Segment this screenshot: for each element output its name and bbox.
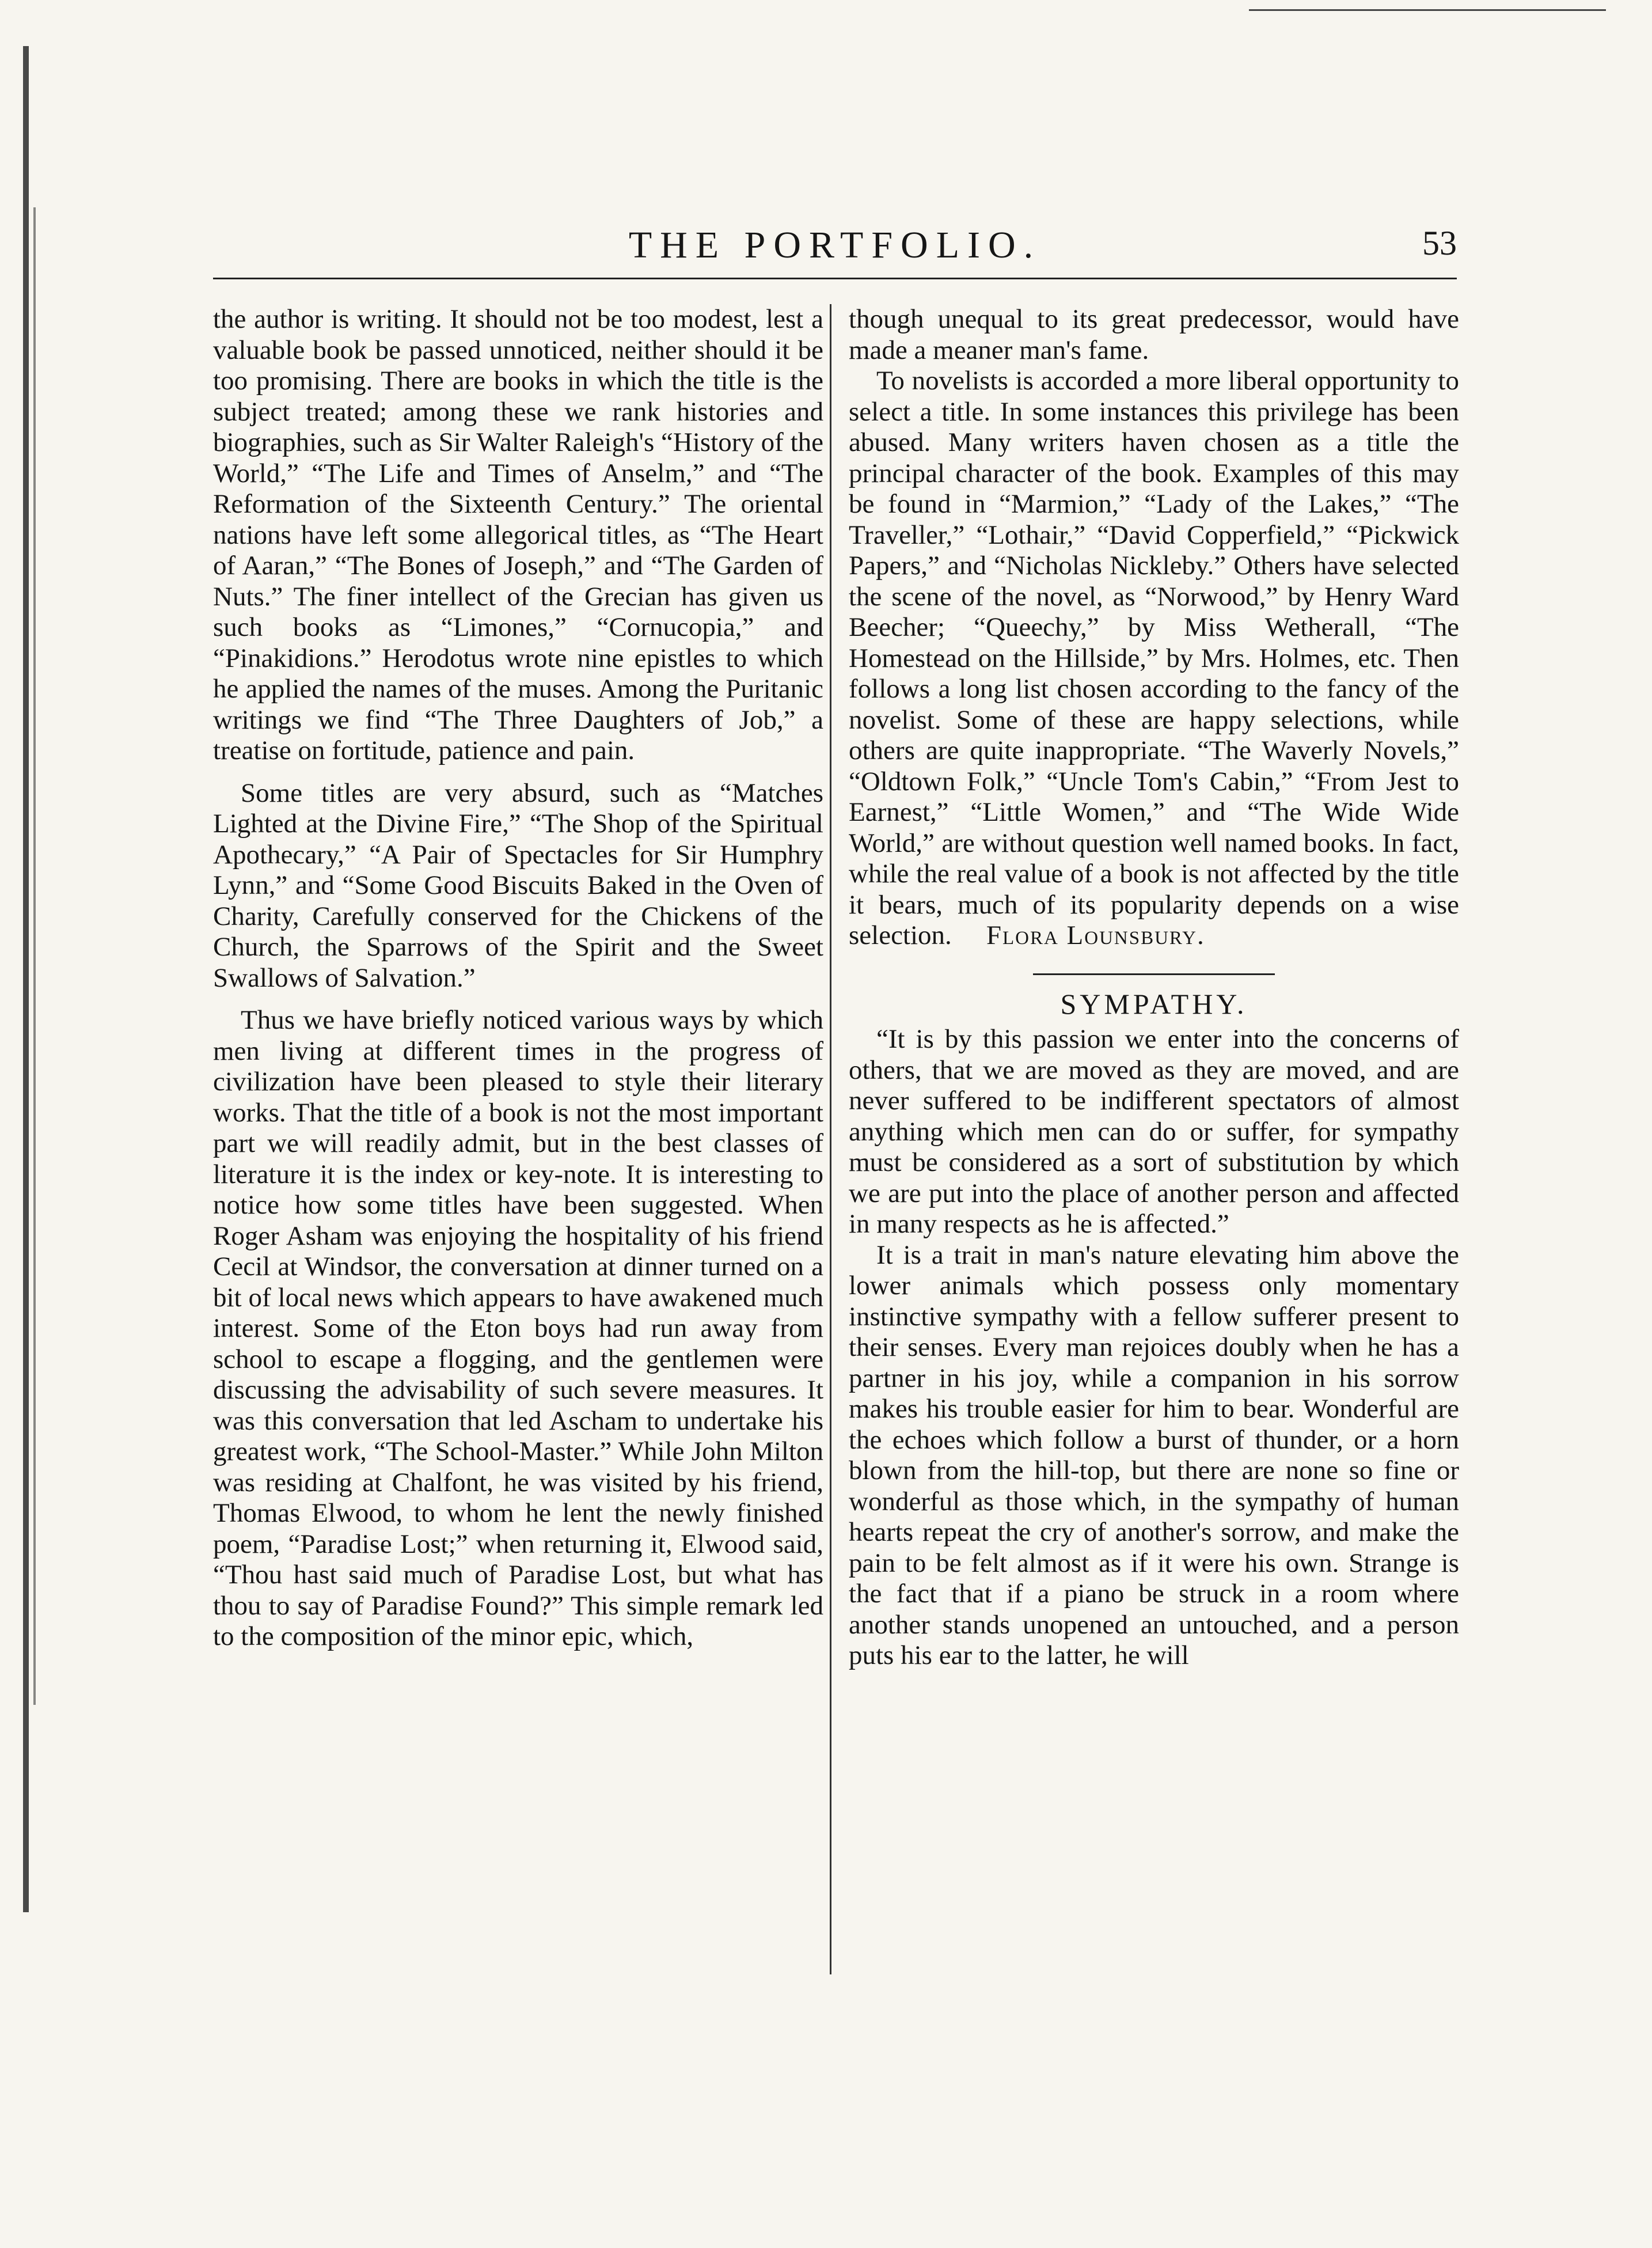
section-rule: [1033, 973, 1275, 975]
header-rule: [213, 278, 1457, 279]
right-paragraph-2-text: To novelists is accorded a more liberal opportunity to select a title. In some instances this privilege has been abused. Many writers haven chosen as a title the principal character of the book. Examples of this may be found in “Marmion,” “Lady of the Lakes,” “The Traveller,” “Lothair,” “David Copperfield,” “Pickwick Papers,” and “Nicholas Nickleby.” Others have selected the scene of the novel, as “Norwood,” by Henry Ward Beecher; “Queechy,” by Miss Wetherall, “The Homestead on the Hillside,” by Mrs. Holmes, etc. Then follows a long list chosen according to the fancy of the novelist. Some of these are happy selections, while others are quite inappropriate. “The Waverly Novels,” “Oldtown Folk,” “Uncle Tom's Cabin,” “From Jest to Earnest,” “Little Women,” and “The Wide Wide World,” are without question well named books. In fact, while the real value of a book is not affected by the title it bears, much of its popularity depends on a wise selection.: [849, 366, 1459, 950]
left-paragraph-2: Some titles are very absurd, such as “Matches Lighted at the Divine Fire,” “The Shop of the Spiritual Apothecary,” “A Pair of Spectacles for Sir Humphry Lynn,” and “Some Good Biscuits Baked in the Oven of Charity, Carefully conserved for the Chickens of the Church, the Sparrows of the Spirit and the Sweet Swallows of Salvation.”: [213, 778, 823, 993]
scan-binding-edge-thin: [33, 207, 36, 1705]
right-column: [849, 304, 1459, 1671]
left-paragraph-3: Thus we have briefly noticed various ways by which men living at different times in the progress of civilization have been pleased to style their literary works. That the title of a book is not the most important part we will readily admit, but in the best classes of literature it is the index or key-note. It is interesting to notice how some titles have been suggested. When Roger Asham was enjoying the hospitality of his friend Cecil at Windsor, the conversation at dinner turned on a bit of local news which appears to have awakened much interest. Some of the Eton boys had run away from school to escape a flogging, and the gentlemen were discussing the advisability of such severe measures. It was this conversation that led Ascham to undertake his greatest work, “The School-Master.” While John Milton was residing at Chalfont, he was visited by his friend, Thomas Elwood, to whom he lent the newly finished poem, “Paradise Lost;” when returning it, Elwood said, “Thou hast said much of Paradise Lost, but what has thou to say of Paradise Found?” This simple remark led to the composition of the minor epic, which,: [213, 1005, 823, 1651]
scan-binding-edge: [23, 46, 29, 1912]
left-column: [213, 304, 823, 1652]
scan-top-rule: [1249, 9, 1606, 11]
left-paragraph-1: the author is writing. It should not be too modest, lest a valuable book be passed unnoticed, neither should it be too promising. There are books in which the title is the subject treated; among these we rank histories and biographies, such as Sir Walter Raleigh's “History of the World,” “The Life and Times of Anselm,” and “The Reformation of the Sixteenth Century.” The oriental nations have left some allegorical titles, as “The Heart of Aaran,” “The Bones of Joseph,” and “The Garden of Nuts.” The finer intellect of the Grecian has given us such books as “Limones,” “Cornucopia,” and “Pinakidions.” Herodotus wrote nine epistles to which he applied the names of the muses. Among the Puritanic writings we find “The Three Daughters of Job,” a treatise on fortitude, patience and pain.: [213, 304, 823, 765]
right-paragraph-4: It is a trait in man's nature elevating him above the lower animals which possess only momentary instinctive sympathy with a fellow sufferer present to their senses. Every man rejoices doubly when he has a partner in his joy, while a companion in his sorrow makes his trouble easier for him to bear. Wonderful are the echoes which follow a burst of thunder, or a horn blown from the hill-top, but there are none so fine or wonderful as those which, in the sympathy of human hearts repeat the cry of another's sorrow, and make the pain to be felt almost as if it were his own. Strange is the fact that if a piano be struck in a room where another stands unopened an untouched, and a person puts his ear to the latter, he will: [849, 1239, 1459, 1670]
right-paragraph-2: [849, 366, 1459, 951]
right-paragraph-1: though unequal to its great predecessor, would have made a meaner man's fame.: [849, 304, 1459, 365]
author-signature: Flora Lounsbury.: [986, 920, 1205, 950]
right-paragraph-3: “It is by this passion we enter into the concerns of others, that we are moved as they are moved, and are never suffered to be indifferent spectators of almost anything which men can do or suffer, for sympathy must be considered as a sort of substitution by which we are put into the place of another person and affected in many respects as he is affected.”: [849, 1024, 1459, 1239]
section-title: SYMPATHY.: [1060, 987, 1248, 1020]
running-title: THE PORTFOLIO.: [628, 224, 1042, 266]
column-divider: [830, 304, 831, 1974]
page-number: 53: [1422, 224, 1457, 262]
